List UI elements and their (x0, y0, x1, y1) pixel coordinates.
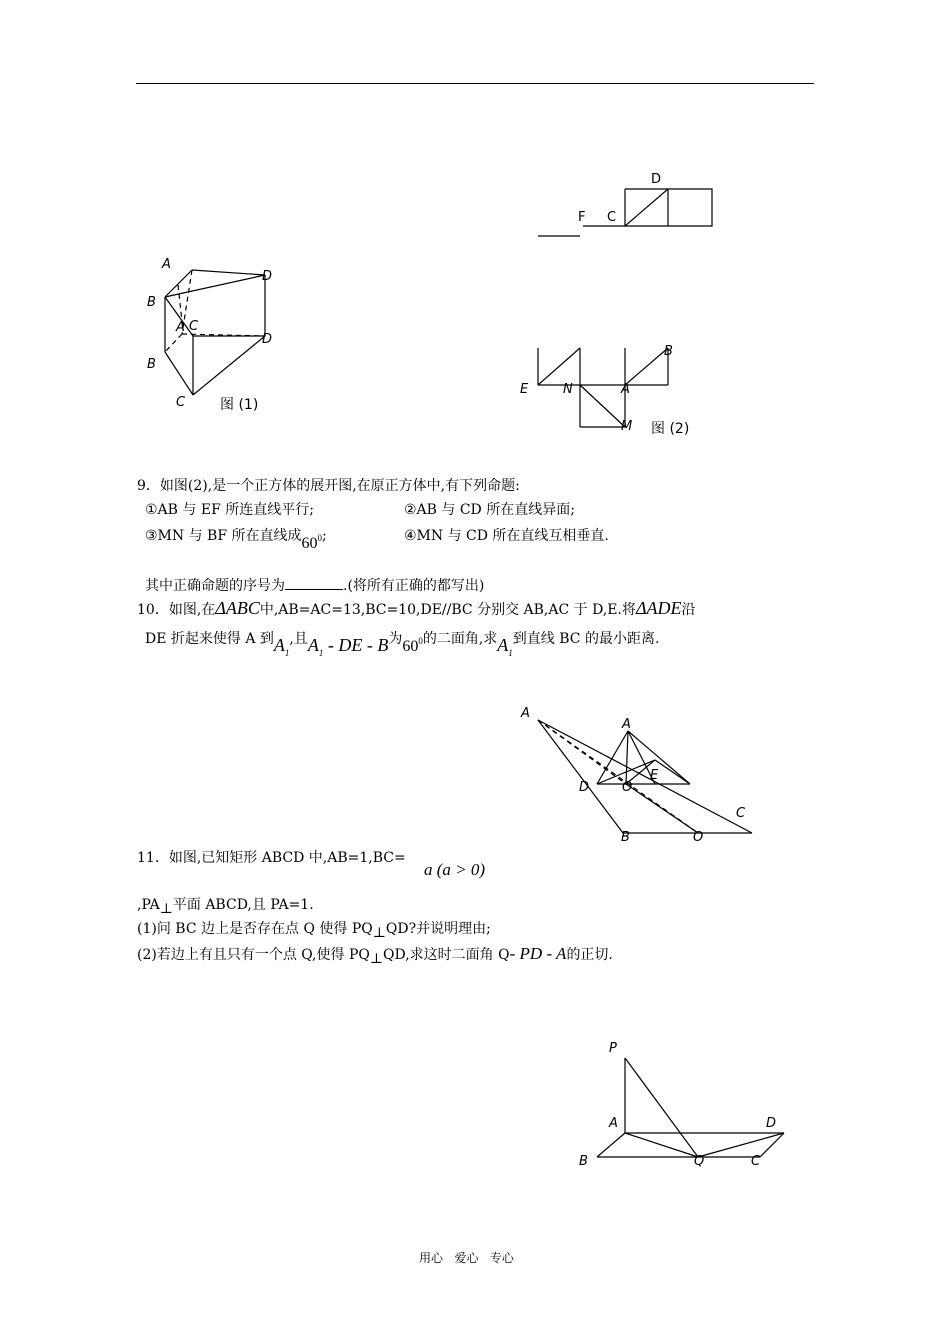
fig2-label-N: N (563, 382, 573, 397)
fig3-label-O-mid: O (622, 780, 633, 795)
q9-option-4: ④MN 与 CD 所在直线互相垂直. (404, 528, 609, 544)
fig4-label-D: D (766, 1116, 777, 1131)
fig1-label-B-top: B (147, 295, 156, 310)
fig1-label-D-mid: D (262, 332, 273, 347)
fig2-label-E: E (520, 382, 529, 397)
q10-line-1: 10．如图,在ΔABC中,AB=AC=13,BC=10,DE//BC 分别交 AB,AC 于 D,E.将ΔADE沿 (137, 598, 696, 618)
figure-net-top (535, 185, 715, 240)
q11-line-2: ,PA⊥平面 ABCD,且 PA=1. (137, 897, 314, 917)
fig2-label-M: M (621, 419, 633, 434)
net-label-D: D (651, 172, 662, 187)
fig1-label-B-bottom: B (147, 357, 156, 372)
header-rule (136, 83, 814, 84)
q11-line-1: 11．如图,已知矩形 ABCD 中,AB=1,BC= (137, 850, 406, 866)
fig3-label-D: D (579, 780, 590, 795)
figure-4-pyramid (590, 1050, 790, 1170)
fig1-caption: 图 (1) (220, 397, 259, 413)
fig3-label-C: C (736, 806, 746, 821)
page-footer: 用心 爱心 专心 (419, 1251, 514, 1265)
fig4-label-A: A (609, 1116, 618, 1131)
fig3-label-O-bottom: O (693, 830, 704, 845)
q11-bc-expression: a (a > 0) (424, 860, 486, 879)
figure-1-prism (140, 255, 300, 415)
fig3-label-A-top: A (622, 717, 631, 732)
fig2-caption: 图 (2) (651, 421, 690, 437)
figure-3-fold (530, 710, 760, 840)
fig3-label-B: B (621, 830, 630, 845)
q11-part-2: (2)若边上有且只有一个点 Q,使得 PQ⊥QD,求这时二面角 Q- PD - A的正切. (137, 944, 613, 967)
fig1-label-C-mid: C (189, 319, 199, 334)
fig4-label-Q: Q (694, 1154, 705, 1169)
q9-stem: 9．如图(2),是一个正方体的展开图,在原正方体中,有下列命题: (137, 478, 520, 494)
q9-option-2: ②AB 与 CD 所在直线异面; (404, 502, 575, 518)
fig1-label-C-bottom: C (176, 395, 186, 410)
fig4-label-C: C (751, 1154, 761, 1169)
q9-prompt: 其中正确命题的序号为 .(将所有正确的都写出) (145, 575, 484, 595)
q11-part-1: (1)问 BC 边上是否存在点 Q 使得 PQ⊥QD?并说明理由; (137, 921, 491, 941)
fig4-label-P: P (609, 1041, 617, 1056)
fig4-label-B: B (579, 1154, 588, 1169)
net-label-F: F (578, 210, 586, 225)
fig1-label-D-top: D (262, 269, 273, 284)
fig2-label-A: A (621, 382, 630, 397)
q9-option-1: ①AB 与 EF 所连直线平行; (145, 502, 314, 518)
perp-symbol: ⊥ (159, 901, 173, 917)
net-label-C: C (607, 210, 617, 225)
fig1-label-A-top: A (162, 257, 171, 272)
fig1-label-A-mid: A (176, 320, 185, 335)
q9-answer-blank[interactable] (285, 575, 343, 590)
fig3-label-E: E (650, 768, 659, 783)
fig2-label-B: B (664, 344, 673, 359)
q10-line-2: DE 折起来使得 A 到$A_1$,且$A_1$ - DE - B为$60^0$的二面角,求$A_1$到直线 BC 的最小距离. (145, 631, 660, 658)
q9-option-3: ③MN 与 BF 所在直线成$60^0$; (145, 528, 327, 552)
fig3-label-A-left: A (521, 706, 530, 721)
